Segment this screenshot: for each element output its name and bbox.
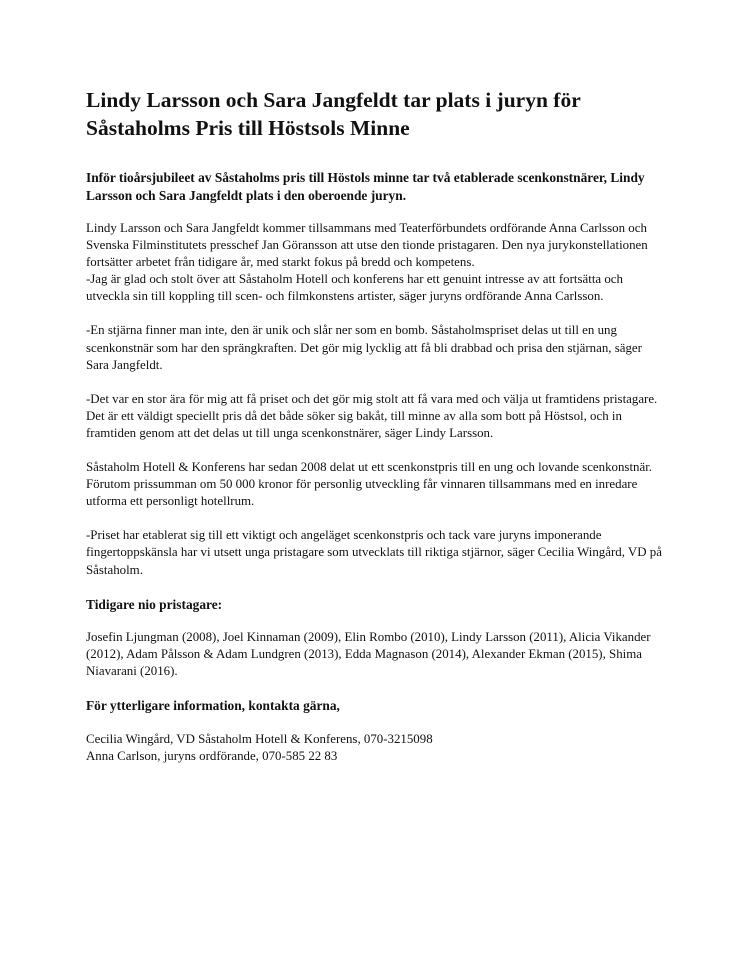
contact-line: Cecilia Wingård, VD Såstaholm Hotell & Konferens, 070-3215098	[86, 731, 433, 746]
document-title: Lindy Larsson och Sara Jangfeldt tar plats i juryn för Såstaholms Pris till Höstsols Minne	[86, 88, 581, 140]
body-paragraph-3	[86, 391, 666, 442]
paragraph-line: -Jag är glad och stolt över att Såstaholm Hotell och konferens har ett genuint intresse av att fortsätta och utveckla sin till koppling till scen- och filmkonstens artister, säger juryns ordförande Anna Carlsson.	[86, 272, 623, 304]
paragraph-line: Lindy Larsson och Sara Jangfeldt kommer tillsammans med Teaterförbundets ordförande Anna Carlsson och Svenska Filminstitutets presschef Jan Göransson att utse den tionde pristagaren. Den nya jurykonstellationen fortsätter arbetet från tidigare år, med starkt fokus på bredd och kompetens.	[86, 221, 648, 270]
lead-paragraph: Inför tioårsjubileet av Såstaholms pris till Höstols minne tar två etablerade scenkonstnärer, Lindy Larsson och Sara Jangfeldt plats i den oberoende juryn.	[86, 170, 645, 203]
paragraph-line: -Det var en stor ära för mig att få priset och det gör mig stolt att få vara med och välja ut framtidens pristagare. Det är ett väldigt speciellt pris då det både söker sig bakåt, till minne av alla som bott på Höstsol, och in framtiden genom att det delas ut till unga scenkonstnärer, säger Lindy Larsson.	[86, 391, 658, 440]
body-paragraph-4	[86, 459, 666, 510]
contact-heading: För ytterligare information, kontakta gärna,	[86, 698, 340, 714]
paragraph-line: -En stjärna finner man inte, den är unik och slår ner som en bomb. Såstaholmspriset delas ut till en ung scenkonstnär som har den sprängkraften. Det gör mig lycklig att få bli drabbad och prisa den stjärnan, säger Sara Jangfeldt.	[86, 323, 642, 372]
contact-list	[86, 731, 666, 765]
paragraph-line: -Priset har etablerat sig till ett viktigt och angeläget scenkonstpris och tack vare juryns imponerande fingertoppskänsla har vi utsett unga pristagare som utvecklats till riktiga stjärnor, säger Cecilia Wingård, VD på Såstaholm.	[86, 528, 662, 577]
body-paragraph-2	[86, 322, 666, 373]
contact-line: Anna Carlson, juryns ordförande, 070-585 22 83	[86, 748, 338, 763]
previous-winners-list: Josefin Ljungman (2008), Joel Kinnaman (2009), Elin Rombo (2010), Lindy Larsson (2011), Alicia Vikander (2012), Adam Pålsson & Adam Lundgren (2013), Edda Magnason (2014), Alexander Ekman (2015), Shima Niavarani (2016).	[86, 630, 651, 679]
body-paragraph-5	[86, 527, 666, 578]
previous-winners-heading: Tidigare nio pristagare:	[86, 596, 223, 612]
paragraph-line: Såstaholm Hotell & Konferens har sedan 2008 delat ut ett scenkonstpris till en ung och lovande scenkonstnär. Förutom prissumman om 50 000 kronor för personlig utveckling får vinnaren tillsammans med en inredare utforma ett personligt hotellrum.	[86, 460, 652, 509]
body-paragraph-1	[86, 220, 666, 305]
